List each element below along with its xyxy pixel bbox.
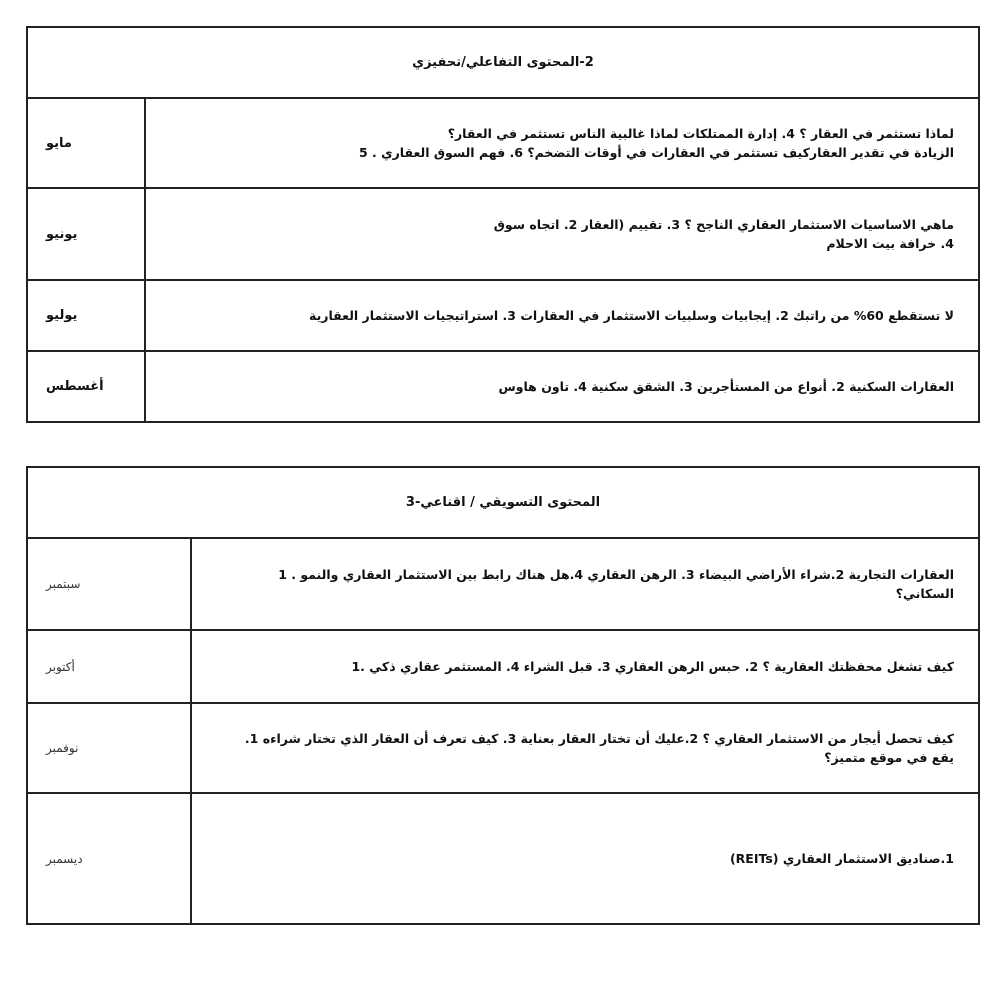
content-line: لماذا تستثمر في العقار ؟ 4. إدارة الممتلكات لماذا غالبية الناس تستثمر في العقار؟ [447, 126, 954, 141]
content-line: كيف تشغل محفظتك العقارية ؟ 2. حبس الرهن العقاري 3. قبل الشراء 4. المستثمر عقاري ذكي .1 [351, 659, 954, 674]
content-line: العقارات السكنية 2. أنواع من المستأجرين 3. الشقق سكنية 4. تاون هاوس [498, 379, 954, 394]
content-line: لا تستقطع 60% من راتبك 2. إيجابيات وسلبيات الاستثمار في العقارات 3. استراتيجيات الاستثمار العقارية [309, 308, 954, 323]
content-line: العقارات التجارية 2.شراء الأراضي البيضاء 3. الرهن العقاري 4.هل هناك رابط بين الاستثمار العقاري والنمو . 1 [278, 567, 954, 582]
marketing-content-table [26, 466, 980, 925]
content-line: كيف تحصل أيجار من الاستثمار العقاري ؟ 2.عليك أن تختار العقار بعناية 3. كيف تعرف أن العقار الذي تختار شراءه 1. [244, 731, 954, 746]
content-cell [145, 351, 979, 422]
content-cell [191, 793, 979, 924]
table-row [27, 188, 979, 280]
content-line: 4. خرافة بيت الاحلام [826, 236, 954, 251]
interactive-content-table [26, 26, 980, 423]
content-line: الزيادة في تقدير العقاركيف تستثمر في العقارات في أوقات التضخم؟ 6. فهم السوق العقاري . 5 [359, 145, 954, 160]
content-cell [145, 188, 979, 280]
content-cell [145, 98, 979, 188]
content-cell [191, 630, 979, 703]
table-title: المحتوى التسويقي / اقناعي-3 [27, 467, 979, 538]
month-cell: يوليو [27, 280, 145, 351]
content-line: 1.صناديق الاستثمار العقاري (REITs) [729, 851, 954, 866]
month-cell: يونيو [27, 188, 145, 280]
table-row [27, 630, 979, 703]
table-row [27, 351, 979, 422]
table-row [27, 703, 979, 793]
table-row [27, 98, 979, 188]
content-line: ماهي الاساسيات الاستثمار العقاري الناجح ؟ 3. تقييم (العقار 2. اتجاه سوق [493, 217, 954, 232]
month-cell: ديسمبر [27, 793, 191, 924]
month-cell: سبتمبر [27, 538, 191, 630]
month-cell: أكتوبر [27, 630, 191, 703]
month-cell: مايو [27, 98, 145, 188]
table-row [27, 538, 979, 630]
month-cell: نوفمبر [27, 703, 191, 793]
table-row [27, 793, 979, 924]
table-row [27, 280, 979, 351]
content-cell [145, 280, 979, 351]
content-cell [191, 703, 979, 793]
content-line: يقع في موقع متميز؟ [824, 750, 954, 765]
table-title: 2-المحتوى التفاعلي/تحفيزي [27, 27, 979, 98]
month-cell: أغسطس [27, 351, 145, 422]
content-line: السكاني؟ [895, 586, 954, 601]
content-cell [191, 538, 979, 630]
